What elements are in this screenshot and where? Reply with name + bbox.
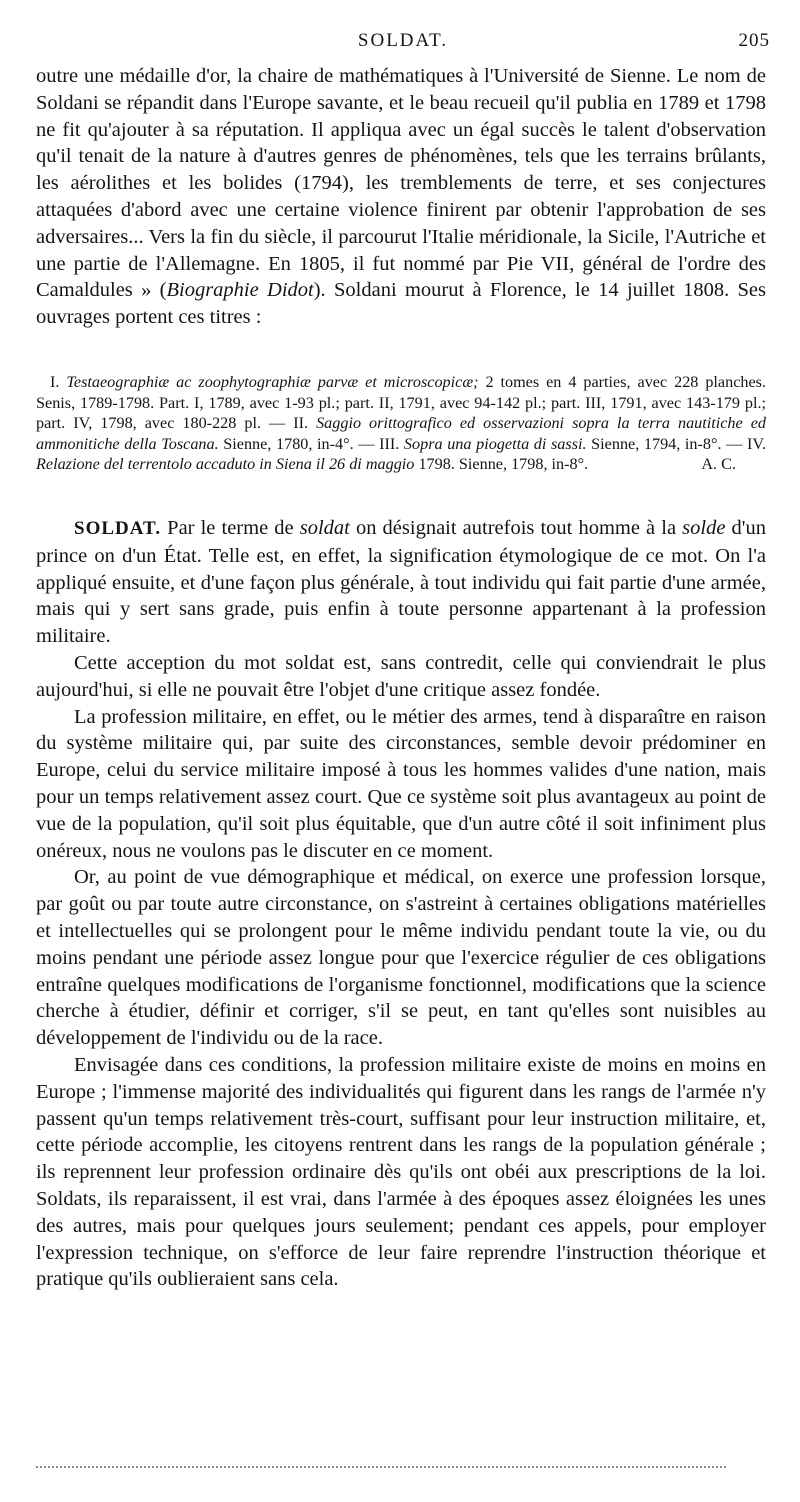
article-paragraph-2: Cette acception du mot soldat est, sans contredit, celle qui conviendrait le plus aujourd'hui, si elle ne pouvait être l'objet d'une critique assez fondée. [36, 651, 766, 701]
biblio-i-details: 2 tomes en 4 parties, avec 228 planches. Senis, 1789-1798. Part. I, 1789, avec 1-93 pl.; part. II, 1791, avec 94-142 pl.; part. III, 1791, avec 143-179 pl.; part. IV, 1798, avec 180-228 pl. — II. [36, 373, 767, 432]
biblio-iv-details: 1798. Sienne, 1798, in-8°. [414, 455, 589, 473]
biblio-iii-title: Sopra una piogetta di sassi. [403, 434, 587, 453]
p1-text-a: Par le terme de [161, 517, 300, 539]
article-paragraph-3: La profession militaire, en effet, ou le métier des armes, tend à disparaître en raison du système militaire qui, par suite des circonstances, semble devoir prédominer en Europe, celui du service militaire imposé à tous les hommes valides d'une nation, mais pour un temps relativement assez court. Que ce système soit plus avantageux au point de vue de la population, qu'il soit plus équitable, que d'un autre côté il soit infiniment plus onéreux, nous ne voulons pas le discuter en ce moment. [36, 705, 766, 862]
bibliography [36, 372, 766, 475]
biblio-ii-details: Sienne, 1780, in-4°. — III. [218, 434, 404, 453]
intro-citation: Biographie Didot [166, 279, 314, 302]
biblio-iii-details: Sienne, 1794, in-8°. — IV. [586, 434, 767, 453]
author-signature: A. C. [701, 455, 736, 473]
page-number: 205 [738, 30, 770, 51]
article-body [36, 515, 766, 1293]
article-paragraph-1 [36, 515, 766, 650]
article-paragraph-5: Envisagée dans ces conditions, la profession militaire existe de moins en moins en Europe ; l'immense majorité des individualités qui figurent dans les rangs de l'armée n'y passent qu'un temps relativement très-court, suffisant pour leur instruction militaire, et, cette période accomplie, les citoyens rentrent dans les rangs de la population générale ; ils reprennent leur profession ordinaire dès qu'ils ont obéi aux prescriptions de la loi. Soldats, ils reparaissent, il est vrai, dans l'armée à des époques assez éloignées les unes des autres, mais pour quelques jours seulement; pendant ces appels, pour employer l'expression technique, on s'efforce de leur faire reprendre l'instruction théorique et pratique qu'ils oublieraient sans cela. [36, 1053, 766, 1291]
p1-text-b: on désignait autrefois tout homme à la [349, 517, 683, 539]
p1-italic-solde: solde [682, 517, 726, 539]
biblio-ii-title: Saggio orittografico ed osservazioni sopra la terra nautitiche ed ammonitiche della Toscana. [36, 414, 766, 453]
intro-block [36, 63, 766, 331]
p1-italic-soldat: soldat [299, 517, 350, 539]
biblio-iv-title: Relazione del terrentolo accaduto in Siena il 26 di maggio [36, 455, 415, 473]
article-headword: SOLDAT. [74, 518, 162, 539]
running-header [36, 30, 770, 52]
footer-dotted-rule [36, 1466, 726, 1468]
intro-text-1: outre une médaille d'or, la chaire de mathématiques à l'Université de Sienne. Le nom de Soldani se répandit dans l'Europe savante, et le beau recueil qu'il publia en 1789 et 1798 ne fit qu'ajouter à sa réputation. Il appliqua avec un égal succès le talent d'observation qu'il tenait de la nature à d'autres genres de phénomènes, tels que les terrains brûlants, les aérolithes et les bolides (1794), les tremblements de terre, et ses conjectures attaquées d'abord avec une certaine violence finirent par obtenir l'approbation de ses adversaires... Vers la fin du siècle, il parcourut l'Italie méridionale, la Sicile, l'Autriche et une partie de l'Allemagne. En 1805, il fut nommé par Pie VII, général de l'ordre des Camaldules » ( [36, 65, 766, 302]
article-paragraph-4: Or, au point de vue démographique et médical, on exerce une profession lorsque, par goût ou par toute autre circonstance, on s'astreint à certaines obligations matérielles et intellectuelles qui se prolongent pour le même individu pendant toute la vie, ou du moins pendant une période assez longue pour que l'exercice régulier de ces obligations entraîne quelques modifications de l'organisme fonctionnel, modifications que la science cherche à étudier, définir et corriger, s'il se peut, en tant qu'elles sont nuisibles au développement de l'individu ou de la race. [36, 866, 766, 1050]
biblio-i-label: I. [50, 373, 67, 391]
running-title: SOLDAT. [357, 30, 449, 51]
intro-text-2: ). Soldani mourut à Florence, le 14 juillet 1808. Ses ouvrages portent ces titres : [36, 279, 766, 329]
p1-text-c: d'un prince on d'un État. Telle est, en effet, la signification étymologique de ce mot. On l'a appliqué ensuite, et d'une façon plus générale, à tout individu qui fait partie d'une armée, mais qui y sert sans grade, puis enfin à toute personne appartenant à la profession militaire. [36, 517, 766, 648]
intro-paragraph [36, 63, 766, 331]
biblio-i-title: Testaeographiæ ac zoophytographiæ parvæ et microscopicæ; [66, 373, 479, 391]
